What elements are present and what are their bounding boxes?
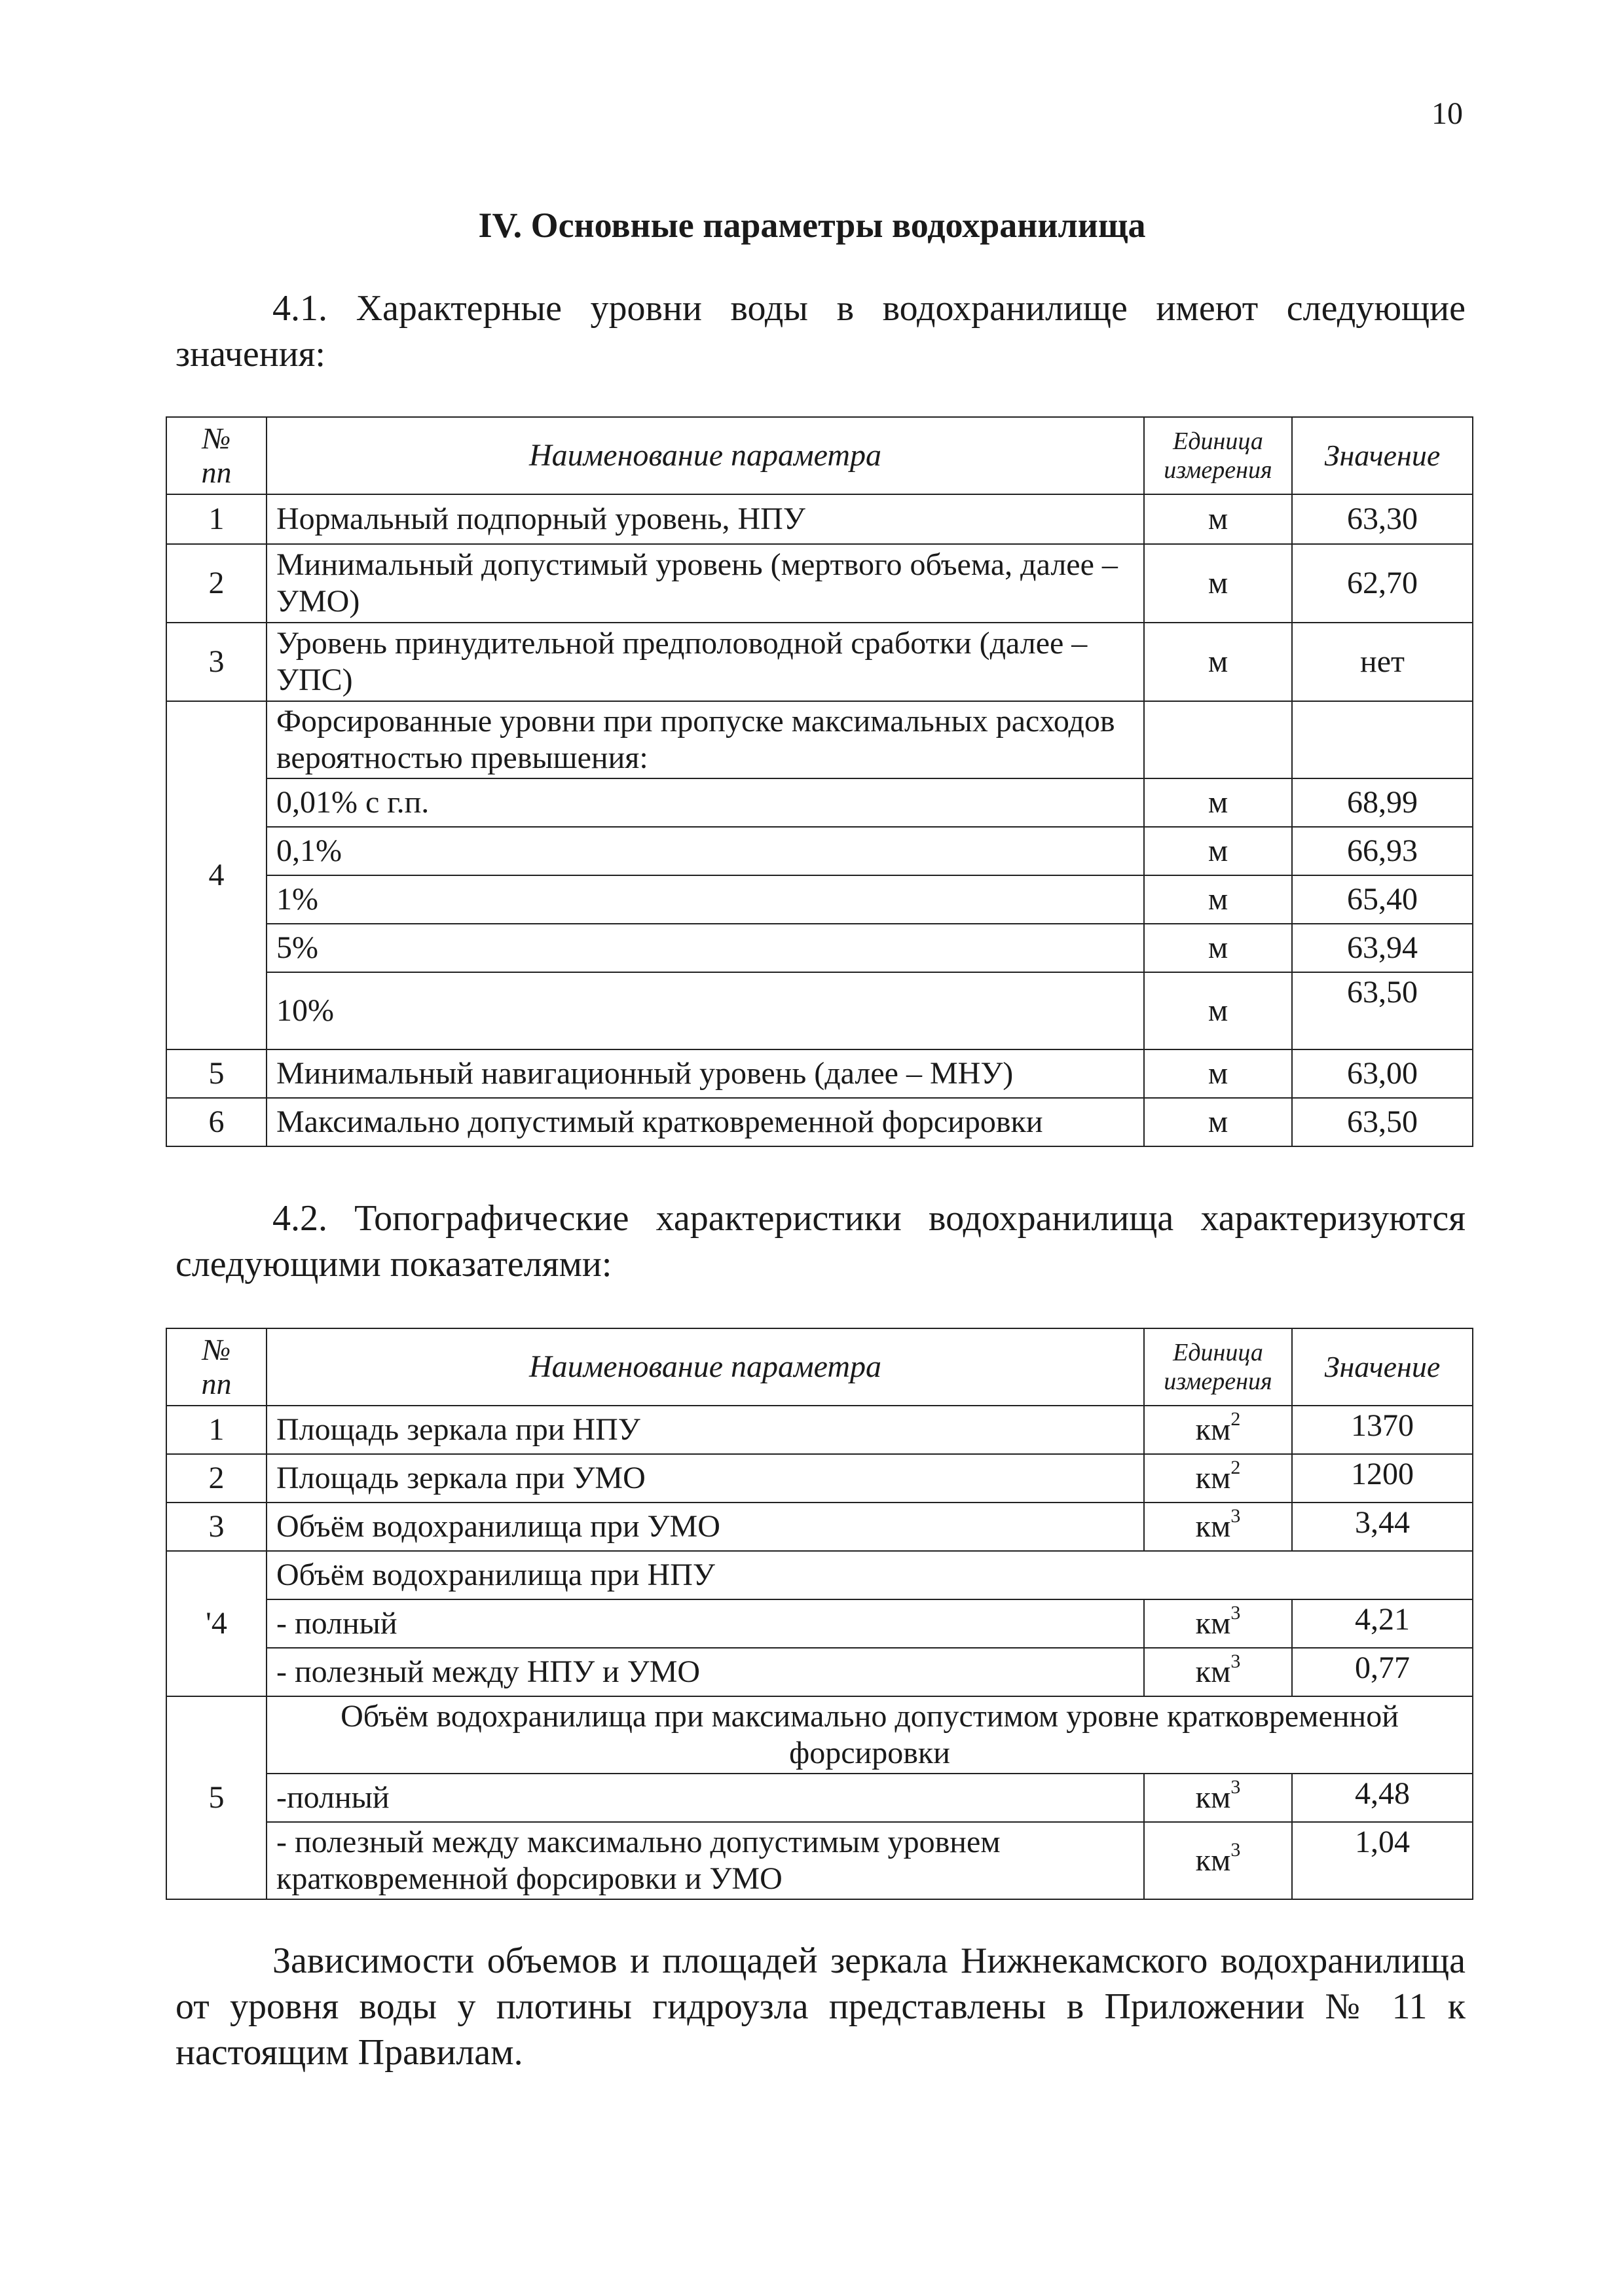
header-unit: Единица измерения (1144, 417, 1292, 494)
row-num: 1 (166, 1406, 267, 1454)
table-header-row (166, 1328, 1473, 1406)
row-unit: $км^2$ (1144, 1406, 1292, 1454)
row-value: 63,50 (1292, 1098, 1473, 1146)
row-value: 1370 (1292, 1406, 1473, 1454)
table-row (166, 1406, 1473, 1454)
row-name: Площадь зеркала при НПУ (267, 1406, 1144, 1454)
paragraph-4-1: 4.1. Характерные уровни воды в водохранилище имеют следующие значения: (175, 288, 1466, 374)
row-value: 65,40 (1292, 875, 1473, 924)
row-name: 10% (267, 972, 1144, 1049)
row-unit: м (1144, 544, 1292, 623)
row-value: 63,94 (1292, 924, 1473, 972)
row-value: нет (1292, 623, 1473, 701)
row-unit: м (1144, 778, 1292, 827)
section-title: IV. Основные параметры водохранилища (478, 206, 1146, 245)
table-row (166, 1822, 1473, 1899)
header-unit: Единица измерения (1144, 1328, 1292, 1406)
row-name: 0,01% с г.п. (267, 778, 1144, 827)
row-num: 5 (166, 1049, 267, 1098)
row-unit: м (1144, 875, 1292, 924)
row-unit: $км^3$ (1144, 1774, 1292, 1822)
row-value: 0,77 (1292, 1648, 1473, 1696)
row-value: 1,04 (1292, 1822, 1473, 1899)
row-name: Уровень принудительной предполоводной сработки (далее – УПС) (267, 623, 1144, 701)
row-unit: м (1144, 623, 1292, 701)
row-name: - полезный между НПУ и УМО (267, 1648, 1144, 1696)
row-value: 63,00 (1292, 1049, 1473, 1098)
table-row (166, 1648, 1473, 1696)
row-unit: м (1144, 827, 1292, 875)
row-unit: м (1144, 972, 1292, 1049)
row-name: 0,1% (267, 827, 1144, 875)
row-num: '4 (166, 1551, 267, 1696)
row-value: 63,50 (1292, 972, 1473, 1049)
row-num: 2 (166, 1454, 267, 1503)
row-name: Максимально допустимый кратковременной форсировки (267, 1098, 1144, 1146)
row-num: 6 (166, 1098, 267, 1146)
empty-cell (1144, 701, 1292, 778)
table-header-row (166, 417, 1473, 494)
row-name: Минимальный допустимый уровень (мертвого объема, далее – УМО) (267, 544, 1144, 623)
table-row (166, 494, 1473, 544)
row-num: 1 (166, 494, 267, 544)
table-row (166, 1098, 1473, 1146)
row-value: 68,99 (1292, 778, 1473, 827)
table-row (166, 1696, 1473, 1774)
table-row (166, 1551, 1473, 1599)
header-num: № пп (166, 417, 267, 494)
table-row (166, 972, 1473, 1049)
table-row (166, 1503, 1473, 1551)
group-title: Форсированные уровни при пропуске максимальных расходов вероятностью превышения: (267, 701, 1144, 778)
row-name: 5% (267, 924, 1144, 972)
header-name: Наименование параметра (267, 417, 1144, 494)
row-value: 66,93 (1292, 827, 1473, 875)
row-name: Площадь зеркала при УМО (267, 1454, 1144, 1503)
topographic-table (166, 1328, 1473, 1900)
row-unit: $км^3$ (1144, 1648, 1292, 1696)
group-title: Объём водохранилища при максимально допустимом уровне кратковременной форсировки (267, 1696, 1473, 1774)
row-unit: $км^3$ (1144, 1503, 1292, 1551)
row-num: 5 (166, 1696, 267, 1899)
header-value: Значение (1292, 417, 1473, 494)
row-name: Объём водохранилища при УМО (267, 1503, 1144, 1551)
empty-cell (1292, 701, 1473, 778)
header-num: № пп (166, 1328, 267, 1406)
row-unit: $км^3$ (1144, 1822, 1292, 1899)
row-value: 4,21 (1292, 1599, 1473, 1648)
row-num: 3 (166, 623, 267, 701)
paragraph-final: Зависимости объемов и площадей зеркала Нижнекамского водохранилища от уровня воды у плотины гидроузла представлены в Приложении № 11 к настоящим Правилам. (175, 1941, 1466, 2073)
paragraph-4-2: 4.2. Топографические характеристики водохранилища характеризуются следующими показателями: (175, 1198, 1466, 1285)
row-value: 3,44 (1292, 1503, 1473, 1551)
row-value: 1200 (1292, 1454, 1473, 1503)
row-value: 62,70 (1292, 544, 1473, 623)
row-name: Нормальный подпорный уровень, НПУ (267, 494, 1144, 544)
table-row (166, 544, 1473, 623)
row-value: 4,48 (1292, 1774, 1473, 1822)
header-value: Значение (1292, 1328, 1473, 1406)
row-name: - полный (267, 1599, 1144, 1648)
water-levels-table (166, 416, 1473, 1147)
table-row (166, 1049, 1473, 1098)
header-name: Наименование параметра (267, 1328, 1144, 1406)
row-unit: $км^2$ (1144, 1454, 1292, 1503)
row-name: 1% (267, 875, 1144, 924)
row-name: Минимальный навигационный уровень (далее – МНУ) (267, 1049, 1144, 1098)
row-num: 2 (166, 544, 267, 623)
row-unit: м (1144, 494, 1292, 544)
table-row (166, 1599, 1473, 1648)
table-row (166, 778, 1473, 827)
table-row (166, 875, 1473, 924)
page-number: 10 (1431, 96, 1463, 131)
row-num: 4 (166, 701, 267, 1049)
row-value: 63,30 (1292, 494, 1473, 544)
row-name: -полный (267, 1774, 1144, 1822)
table-row (166, 1774, 1473, 1822)
row-unit: м (1144, 924, 1292, 972)
row-unit: м (1144, 1098, 1292, 1146)
table-row (166, 623, 1473, 701)
group-title: Объём водохранилища при НПУ (267, 1551, 1473, 1599)
row-num: 3 (166, 1503, 267, 1551)
table-row (166, 701, 1473, 778)
table-row (166, 827, 1473, 875)
row-unit: $км^3$ (1144, 1599, 1292, 1648)
table-row (166, 924, 1473, 972)
row-unit: м (1144, 1049, 1292, 1098)
row-name: - полезный между максимально допустимым уровнем кратковременной форсировки и УМО (267, 1822, 1144, 1899)
table-row (166, 1454, 1473, 1503)
